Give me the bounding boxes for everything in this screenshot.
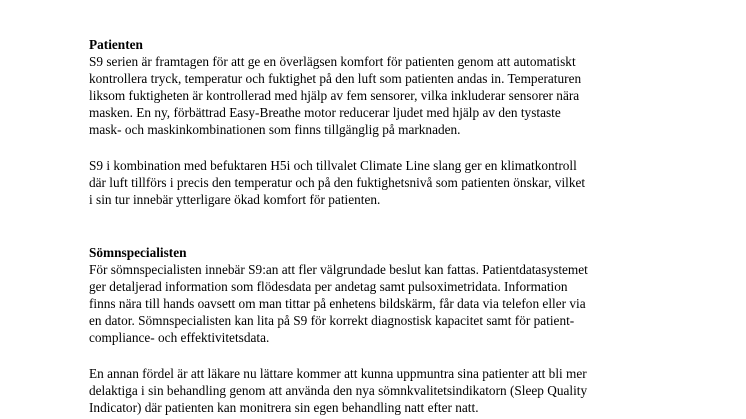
section-heading-patienten xyxy=(89,36,669,53)
text-line: delaktiga i sin behandling genom att använda den nya sömnkvalitetsindikatorn (Sleep Quality xyxy=(89,383,588,398)
paragraph-somnspecialisten-sleep-quality xyxy=(89,365,669,416)
text-line: S9 i kombination med befuktaren H5i och tillvalet Climate Line slang ger en klimatkontroll xyxy=(89,158,577,173)
text-line: masken. En ny, förbättrad Easy-Breathe motor reducerar ljudet med hjälp av den tystaste xyxy=(89,105,561,120)
text-line: Indicator) där patienten kan monitrera sin egen behandling natt efter natt. xyxy=(89,400,479,415)
text-line: För sömnspecialisten innebär S9:an att fler välgrundade beslut kan fattas. Patientdatasystemet xyxy=(89,262,588,277)
text-line: ger detaljerad information som flödesdata per andetag samt pulsoximetridata. Information xyxy=(89,279,568,294)
text-line: S9 serien är framtagen för att ge en överlägsen komfort för patienten genom att automatiskt xyxy=(89,54,576,69)
text-line: liksom fuktigheten är kontrollerad med hjälp av fem sensorer, vilka inkluderar sensorer nära xyxy=(89,88,580,103)
section-heading-somnspecialisten xyxy=(89,244,669,261)
text-line: en dator. Sömnspecialisten kan lita på S9 för korrekt diagnostisk kapacitet samt för patient- xyxy=(89,313,575,328)
paragraph-somnspecialisten-data xyxy=(89,261,669,346)
text-line: finns nära till hands oavsett om man tittar på enhetens bildskärm, får data via telefon eller via xyxy=(89,296,586,311)
text-line: kontrollera tryck, temperatur och fuktighet på den luft som patienten andas in. Temperaturen xyxy=(89,71,582,86)
heading-text: Sömnspecialisten xyxy=(89,245,187,260)
text-line: där luft tillförs i precis den temperatur och på den fuktighetsnivå som patienten önskar, vilket xyxy=(89,175,586,190)
text-line: En annan fördel är att läkare nu lättare kommer att kunna uppmuntra sina patienter att bli mer xyxy=(89,366,587,381)
text-line: mask- och maskinkombinationen som finns tillgänglig på marknaden. xyxy=(89,122,461,137)
paragraph-patienten-climate xyxy=(89,157,669,208)
heading-text: Patienten xyxy=(89,37,143,52)
text-line: i sin tur innebär ytterligare ökad komfort för patienten. xyxy=(89,192,381,207)
paragraph-patienten-comfort xyxy=(89,53,669,138)
text-line: compliance- och effektivitetsdata. xyxy=(89,330,270,345)
